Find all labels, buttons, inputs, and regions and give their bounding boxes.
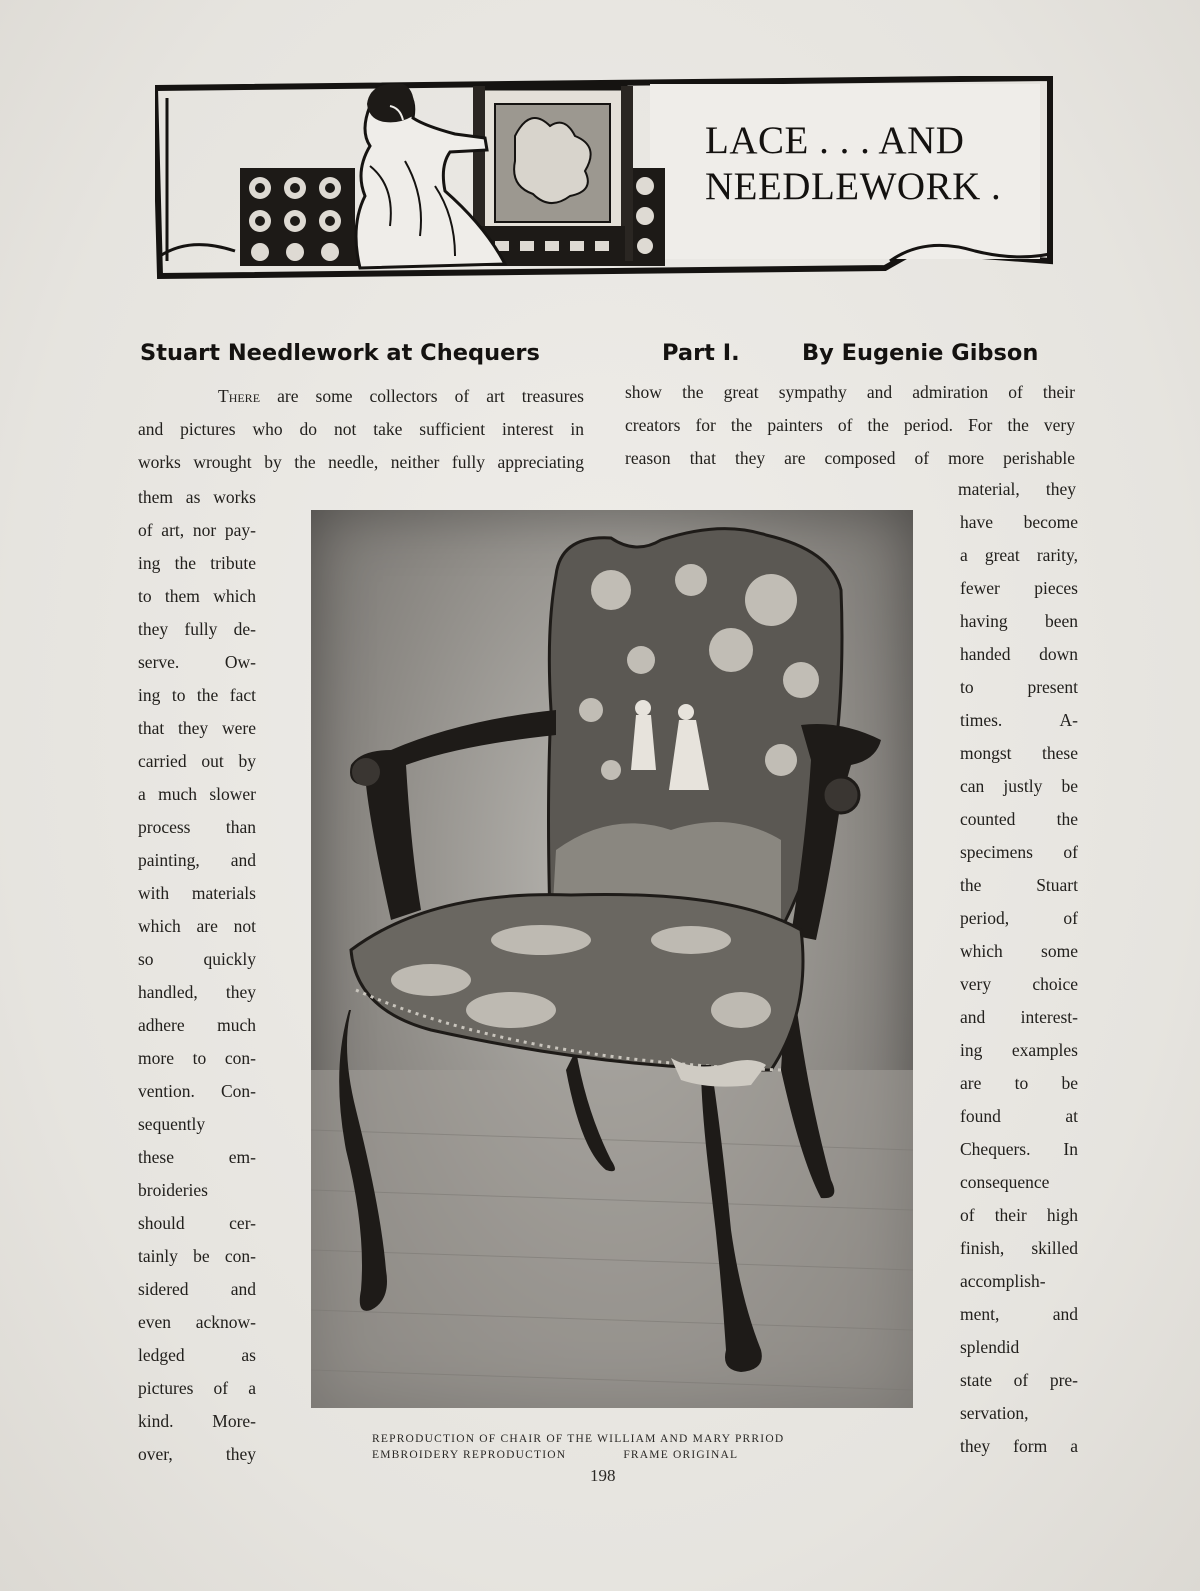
banner-title xyxy=(705,118,1001,210)
left-intro-line: works wrought by the needle, neither fully appreciating xyxy=(138,452,584,472)
left-column-line: serve. Ow- xyxy=(138,652,256,672)
right-column-line: state of pre- xyxy=(960,1370,1078,1390)
right-column-line: they form a xyxy=(960,1436,1078,1456)
right-column-line: ment, and xyxy=(960,1304,1078,1324)
left-column-line: of art, nor pay- xyxy=(138,520,256,540)
right-column-line: of their high xyxy=(960,1205,1078,1225)
banner-title-line1: LACE . . . AND xyxy=(705,119,965,162)
right-column-line: material, they xyxy=(958,479,1076,499)
left-intro-line: and pictures who do not take sufficient interest in xyxy=(138,419,584,439)
article-title: Stuart Needlework at Chequers xyxy=(140,340,540,366)
left-column-line: vention. Con- xyxy=(138,1081,256,1101)
right-column-line: accomplish- xyxy=(960,1271,1046,1291)
left-column-line: sidered and xyxy=(138,1279,256,1299)
left-column-line: over, they xyxy=(138,1444,256,1464)
article-part: Part I. xyxy=(662,340,740,366)
right-column-line: consequence xyxy=(960,1172,1050,1192)
caption-line2-left: EMBROIDERY REPRODUCTION xyxy=(372,1449,567,1461)
right-column-line: finish, skilled xyxy=(960,1238,1078,1258)
left-column-line: so quickly xyxy=(138,949,256,969)
left-column-line: even acknow- xyxy=(138,1312,256,1332)
right-intro-line: creators for the painters of the period. For the very xyxy=(625,415,1075,435)
right-column-line: mongst these xyxy=(960,743,1078,763)
left-column-line: that they were xyxy=(138,718,256,738)
right-column-line: period, of xyxy=(960,908,1078,928)
right-column-line: very choice xyxy=(960,974,1078,994)
caption-line2 xyxy=(372,1447,862,1463)
right-column-line: the Stuart xyxy=(960,875,1078,895)
right-column-line: Chequers. In xyxy=(960,1139,1078,1159)
left-column-line: process than xyxy=(138,817,256,837)
banner-title-line2: NEEDLEWORK . xyxy=(705,165,1002,208)
left-column-line: with materials xyxy=(138,883,256,903)
right-column-line: to present xyxy=(960,677,1078,697)
chair-illustration xyxy=(311,510,913,1408)
right-column-line: having been xyxy=(960,611,1078,631)
left-column-line: them as works xyxy=(138,487,256,507)
left-column-line: more to con- xyxy=(138,1048,256,1068)
right-column-line: counted the xyxy=(960,809,1078,829)
right-column-line: ing examples xyxy=(960,1040,1078,1060)
left-column-line: painting, and xyxy=(138,850,256,870)
right-column-line: splendid xyxy=(960,1337,1020,1357)
left-column-line: adhere much xyxy=(138,1015,256,1035)
left-column-line: a much slower xyxy=(138,784,256,804)
right-column-line: can justly be xyxy=(960,776,1078,796)
left-column-line: broideries xyxy=(138,1180,208,1200)
right-column-line: and interest- xyxy=(960,1007,1078,1027)
right-intro-line: show the great sympathy and admiration of their xyxy=(625,382,1075,402)
article-heading xyxy=(140,340,1080,374)
left-column-line: pictures of a xyxy=(138,1378,256,1398)
left-column-line: ing the tribute xyxy=(138,553,256,573)
left-column-line: tainly be con- xyxy=(138,1246,256,1266)
left-column-line: sequently xyxy=(138,1114,206,1134)
left-column-line: which are not xyxy=(138,916,256,936)
right-intro-line: reason that they are composed of more perishable xyxy=(625,448,1075,468)
article-author: By Eugenie Gibson xyxy=(802,340,1039,366)
right-column-line: handed down xyxy=(960,644,1078,664)
left-column-line: ledged as xyxy=(138,1345,256,1365)
left-column-line: handled, they xyxy=(138,982,256,1002)
right-column-line: are to be xyxy=(960,1073,1078,1093)
left-intro-line: There are some collectors of art treasures xyxy=(218,386,584,406)
left-column-line: should cer- xyxy=(138,1213,256,1233)
photo-caption xyxy=(372,1431,862,1463)
right-column-line: a great rarity, xyxy=(960,545,1078,565)
caption-line1: REPRODUCTION OF CHAIR OF THE WILLIAM AND MARY PRRIOD xyxy=(372,1433,785,1445)
header-banner xyxy=(155,76,1065,286)
left-column-line: they fully de- xyxy=(138,619,256,639)
caption-line2-right: FRAME ORIGINAL xyxy=(623,1449,739,1461)
left-column-line: these em- xyxy=(138,1147,256,1167)
right-column-line: which some xyxy=(960,941,1078,961)
chair-photograph xyxy=(311,510,913,1408)
right-column-line: times. A- xyxy=(960,710,1078,730)
right-column-line: servation, xyxy=(960,1403,1029,1423)
page-number: 198 xyxy=(590,1466,616,1485)
left-column-line: carried out by xyxy=(138,751,256,771)
left-column-line: to them which xyxy=(138,586,256,606)
right-column-line: have become xyxy=(960,512,1078,532)
right-column-line: fewer pieces xyxy=(960,578,1078,598)
right-column-line: found at xyxy=(960,1106,1078,1126)
left-column-line: ing to the fact xyxy=(138,685,256,705)
left-column-line: kind. More- xyxy=(138,1411,256,1431)
right-column-line: specimens of xyxy=(960,842,1078,862)
